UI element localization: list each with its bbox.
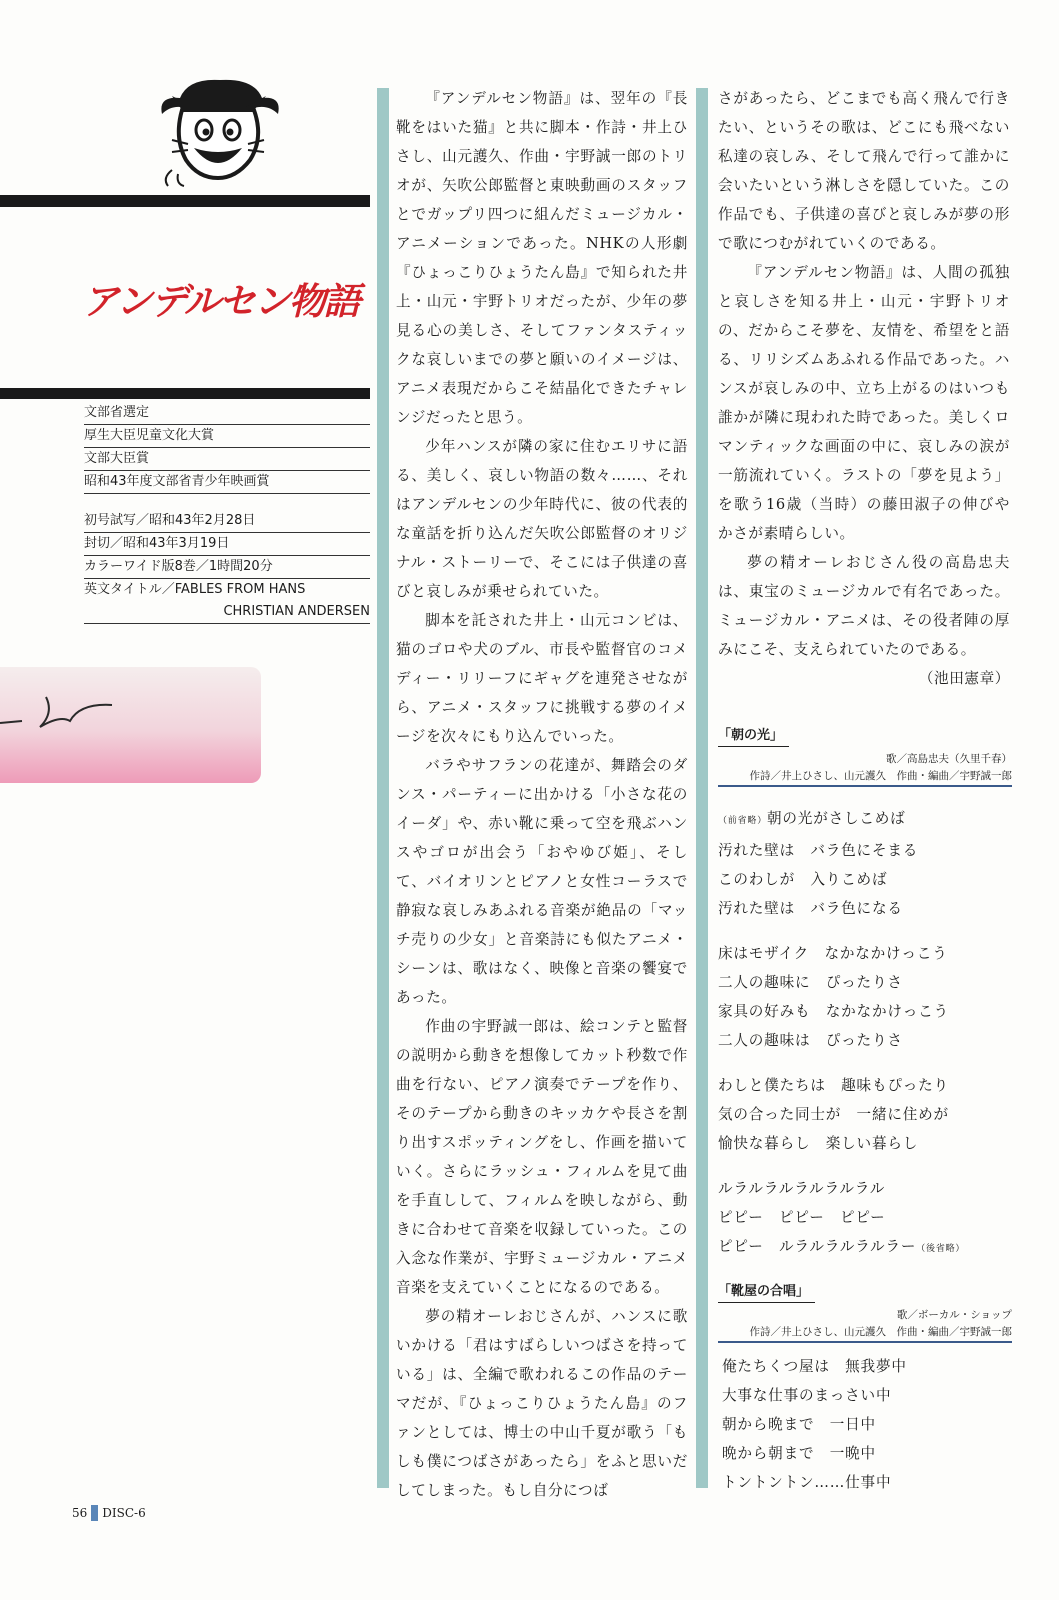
- essay-paragraph: バラやサフランの花達が、舞踏会のダンス・パーティーに出かける「小さな花のイーダ」や、赤い靴に乗って空を飛ぶハンスやゴロが出会う「おやゆび姫」、そして、バイオリンとピアノと女性コーラスで静寂な哀しみあふれる音楽が絶品の「マッチ売りの少女」と音楽詩にも似たアニメ・シーンは、歌はなく、映像と音楽の饗宴であった。: [396, 757, 688, 1006]
- lyric-line: 汚れた壁は バラ色になる: [718, 900, 903, 917]
- essay-paragraph: 脚本を託された井上・山元コンビは、猫のゴロや犬のブル、市長や監督官のコメディー・リリーフにギャグを連発させながら、アニメ・スタッフに挑戦する夢のイメージを次々にもり込んでいった。: [396, 612, 688, 745]
- lyric-line: 二人の趣味は ぴったりさ: [718, 1032, 903, 1049]
- header-rule-top: [0, 195, 370, 207]
- omission-note: （後省略）: [916, 1244, 966, 1254]
- award-item: 文部省選定: [84, 402, 370, 425]
- lyric-line: トントントン……仕事中: [722, 1474, 892, 1491]
- lyric-line: 床はモザイク なかなかけっこう: [718, 945, 948, 962]
- lyric-line: （前省略）朝の光がさしこめば: [718, 810, 906, 827]
- specs-list: [84, 510, 370, 624]
- essay-paragraph: 夢の精オーレおじさんが、ハンスに歌いかける「君はすばらしいつばさを持っている」は、全編で歌われるこの作品のテーマだが、『ひょっこりひょうたん島』のファンとしては、博士の中山千夏が歌う「もしも僕につばさがあったら」をふと思いだしてしまった。もし自分につば: [396, 1308, 688, 1499]
- handwritten-mark: [0, 681, 120, 741]
- spec-item: 英文タイトル／FABLES FROM HANS: [84, 582, 306, 597]
- header-rule-bottom: [0, 388, 370, 399]
- pink-panel: [0, 667, 261, 783]
- column-bar-1: [377, 88, 389, 1488]
- spec-item: CHRISTIAN ANDERSEN: [84, 601, 370, 624]
- song-1-lyrics: [718, 804, 965, 1264]
- awards-list: [84, 402, 370, 494]
- essay-paragraph: 作曲の宇野誠一郎は、絵コンテと監督の説明から動きを想像してカット秒数で作曲を行ない、ピアノ演奏でテープを作り、そのテープから動きのキッカケや長さを割り出すスポッティングをし、作画を描いていく。さらにラッシュ・フィルムを見て曲を手直しして、フィルムを映しながら、動きに合わせて音楽を収録していった。この入念な作業が、宇野ミュージカル・アニメ音楽を支えていくことになるのである。: [396, 1018, 688, 1296]
- song-2-lyrics: [722, 1352, 907, 1497]
- essay-column-2: [718, 84, 1010, 693]
- song-2-singer: 歌／ボーカル・ショップ: [896, 1309, 1012, 1321]
- lyric-line: 二人の趣味に ぴったりさ: [718, 974, 903, 991]
- essay-paragraph: 夢の精オーレおじさん役の高島忠夫は、東宝のミュージカルで有名であった。ミュージカル・アニメは、その役者陣の厚みにこそ、支えられていたのである。: [718, 554, 1010, 658]
- lyric-line: 俺たちくつ屋は 無我夢中: [722, 1358, 907, 1375]
- essay-signature: （池田憲章）: [918, 670, 1010, 687]
- lyric-line: わしと僕たちは 趣味もぴったり: [718, 1077, 949, 1094]
- page-number: 56: [72, 1506, 88, 1520]
- spec-item: 封切／昭和43年3月19日: [84, 533, 370, 556]
- essay-paragraph: 『アンデルセン物語』は、人間の孤独と哀しさを知る井上・山元・宇野トリオの、だからこそ夢を、友情を、希望をと語る、リリシズムあふれる作品であった。ハンスが哀しみの中、立ち上がるのはいつも誰かが隣に現われた時であった。美しくロマンティックな画面の中に、哀しみの涙が一筋流れていく。ラストの「夢を見よう」を歌う16歳（当時）の藤田淑子の伸びやかさが素晴らしい。: [718, 264, 1010, 542]
- lyric-line: 汚れた壁は バラ色にそまる: [718, 842, 919, 859]
- lyric-line: 晩から朝まで 一晩中: [722, 1445, 876, 1462]
- award-item: 厚生大臣児童文化大賞: [84, 425, 370, 448]
- spec-item: 初号試写／昭和43年2月28日: [84, 510, 370, 533]
- lyric-line: ピピー ピピー ピピー: [718, 1209, 886, 1226]
- disc-label: DISC-6: [102, 1506, 146, 1520]
- song-2-header: [718, 1280, 1012, 1343]
- song-1-singer: 歌／高島忠夫（久里千春）: [886, 753, 1012, 765]
- essay-paragraph: 少年ハンスが隣の家に住むエリサに語る、美しく、哀しい物語の数々……、それはアンデルセンの少年時代に、彼の代表的な童話を折り込んだ矢吹公郎監督のオリジナル・ストーリーで、そこには子供達の喜びと哀しみが乗せられていた。: [396, 438, 688, 600]
- lyric-line: 大事な仕事のまっさい中: [722, 1387, 892, 1404]
- lyric-line: このわしが 入りこめば: [718, 871, 888, 888]
- lyric-line: 愉快な暮らし 楽しい暮らし: [718, 1135, 919, 1152]
- award-item: 文部大臣賞: [84, 448, 370, 471]
- song-2-title: 「靴屋の合唱」: [718, 1282, 815, 1303]
- song-2-credit: 作詩／井上ひさし、山元護久 作曲・編曲／宇野誠一郎: [718, 1324, 1012, 1343]
- essay-paragraph: 『アンデルセン物語』は、翌年の『長靴をはいた猫』と共に脚本・作詩・井上ひさし、山元護久、作曲・宇野誠一郎のトリオが、矢吹公郎監督と東映動画のスタッフとでガップリ四つに組んだミュージカル・アニメーションであった。NHKの人形劇『ひょっこりひょうたん島』で知られた井上・山元・宇野トリオだったが、少年の夢見る心の美しさ、そしてファンタスティックな哀しいまでの夢と願いのイメージは、アニメ表現だからこそ結晶化できたチャレンジだったと思う。: [396, 90, 688, 426]
- lyric-line: ルラルラルラルラルラル: [718, 1180, 886, 1197]
- omission-note: （前省略）: [718, 816, 768, 826]
- award-item: 昭和43年度文部省青少年映画賞: [84, 471, 370, 494]
- column-bar-2: [696, 88, 708, 1488]
- essay-column-1: [396, 84, 688, 1505]
- lyric-line: ピピー ルラルラルラルラー（後省略）: [718, 1238, 966, 1255]
- song-1-title: 「朝の光」: [718, 726, 789, 747]
- lyric-line: 気の合った同士が 一緒に住めが: [718, 1106, 949, 1123]
- lyric-line: 朝から晩まで 一日中: [722, 1416, 876, 1433]
- song-1-credit: 作詩／井上ひさし、山元護久 作曲・編曲／宇野誠一郎: [718, 768, 1012, 787]
- lyric-line: 家具の好みも なかなかけっこう: [718, 1003, 949, 1020]
- spec-item: カラーワイド版8巻／1時間20分: [84, 556, 370, 579]
- footer-mark: [91, 1505, 98, 1521]
- page-title: アンデルセン物語: [82, 280, 359, 323]
- essay-paragraph: さがあったら、どこまでも高く飛んで行きたい、というその歌は、どこにも飛べない私達の哀しみ、そして飛んで行って誰かに会いたいという淋しさを隠していた。この作品でも、子供達の喜びと哀しみが夢の形で歌につむがれていくのである。: [718, 90, 1010, 252]
- cat-mascot-logo: [158, 74, 282, 190]
- song-1-header: [718, 724, 1012, 787]
- page-footer: [72, 1505, 146, 1521]
